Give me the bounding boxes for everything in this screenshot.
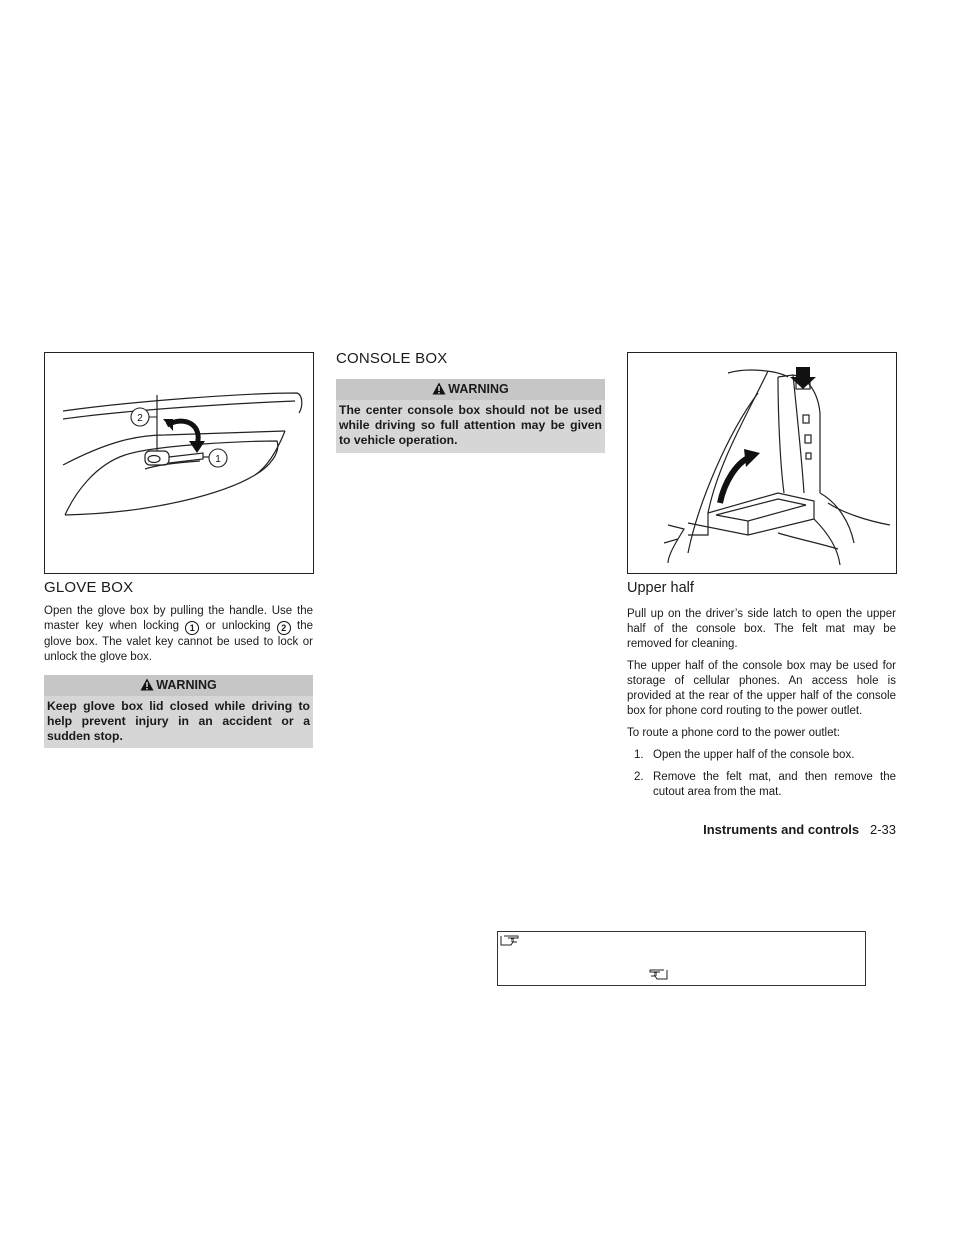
warning-text: Keep glove box lid closed while driving to help prevent injury in an accident or a sudden stop. bbox=[47, 699, 310, 743]
glove-box-paragraph bbox=[44, 604, 313, 672]
glove-box-text-1: Open the glove box by pulling the handle. Use the master key when locking bbox=[44, 605, 313, 632]
warning-text: The center console box should not be used while driving so full attention may be given to vehicle operation. bbox=[339, 403, 602, 447]
marker-2: 2 bbox=[277, 621, 291, 635]
glove-box-illustration bbox=[45, 353, 313, 573]
glove-box-warning bbox=[44, 675, 313, 748]
warning-header bbox=[336, 379, 605, 400]
warning-header bbox=[44, 675, 313, 696]
marker-1: 1 bbox=[185, 621, 199, 635]
upper-half-para-2: The upper half of the console box may be used for storage of cellular phones. An access hole is provided at the rear of the upper half of the console box for phone cord routing to the power outlet. bbox=[627, 660, 896, 717]
upper-half-title: Upper half bbox=[627, 580, 694, 596]
upper-half-para-3: To route a phone cord to the power outlet: bbox=[627, 727, 840, 739]
page-footer bbox=[703, 822, 896, 837]
list-item: 1. Open the upper half of the console box. bbox=[634, 749, 855, 761]
footer-section: Instruments and controls bbox=[703, 822, 860, 837]
steps-list bbox=[627, 748, 896, 800]
callout-2: 2 bbox=[137, 413, 143, 424]
console-box-figure bbox=[627, 352, 897, 574]
glove-box-figure bbox=[44, 352, 314, 574]
warning-label: WARNING bbox=[156, 678, 217, 692]
upper-half-para-1: Pull up on the driver’s side latch to open the upper half of the console box. The felt mat may be removed for cleaning. bbox=[627, 608, 896, 650]
navigation-box bbox=[497, 931, 866, 986]
pointing-hand-left-icon[interactable] bbox=[648, 968, 668, 980]
warning-label: WARNING bbox=[448, 382, 509, 396]
upper-half-content bbox=[627, 607, 896, 807]
glove-box-text-2: or unlocking bbox=[205, 620, 271, 632]
console-box-warning bbox=[336, 379, 605, 453]
list-item: 2. Remove the felt mat, and then remove the cutout area from the mat. bbox=[634, 771, 896, 798]
warning-triangle-icon bbox=[432, 382, 446, 395]
pointing-hand-right-icon[interactable] bbox=[500, 934, 520, 946]
console-box-title: CONSOLE BOX bbox=[336, 350, 448, 367]
page-number: 2-33 bbox=[869, 822, 896, 837]
callout-1: 1 bbox=[215, 454, 221, 465]
glove-box-title: GLOVE BOX bbox=[44, 579, 134, 596]
console-box-illustration bbox=[628, 353, 896, 573]
glove-box-text-3: the glove box. The valet key cannot be used to lock or unlock the glove box. bbox=[44, 620, 313, 663]
warning-triangle-icon bbox=[140, 678, 154, 691]
